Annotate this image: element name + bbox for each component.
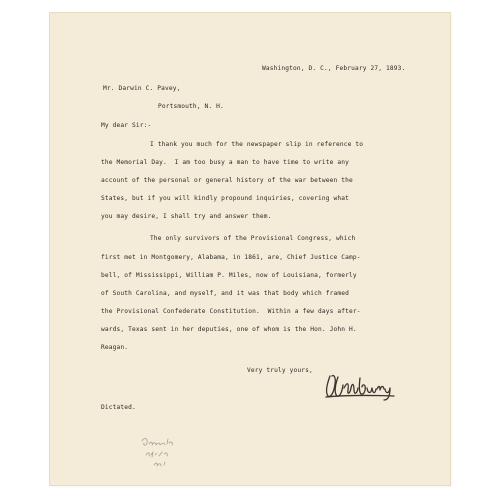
paragraph-1-line-2: the Memorial Day. I am too busy a man to have time to write any bbox=[101, 159, 350, 166]
closing: Very truly yours, bbox=[247, 367, 313, 374]
paragraph-2-line-1: The only survivors of the Provisional Congress, which bbox=[150, 235, 356, 242]
salutation: My dear Sir:- bbox=[101, 122, 152, 129]
pencil-annotation bbox=[138, 435, 198, 475]
paragraph-2-line-7: Reagan. bbox=[101, 344, 129, 351]
recipient-name: Mr. Darwin C. Pavey, bbox=[103, 85, 181, 92]
dateline: Washington, D. C., February 27, 1893. bbox=[262, 65, 406, 72]
paragraph-2-line-4: of South Carolina, and myself, and it was that body which framed bbox=[101, 290, 350, 297]
paragraph-1-line-4: States, but if you will kindly propound inquiries, covering what bbox=[101, 195, 350, 202]
letter-sheet bbox=[50, 13, 450, 485]
paragraph-2-line-6: wards, Texas sent in her deputies, one of whom is the Hon. John H. bbox=[101, 326, 357, 333]
paragraph-2-line-2: first met in Montgomery, Alabama, in 1861, are, Chief Justice Camp- bbox=[101, 254, 361, 261]
paragraph-1-line-5: you may desire, I shall try and answer them. bbox=[101, 213, 272, 220]
paragraph-1-line-1: I thank you much for the newspaper slip in reference to bbox=[150, 141, 364, 148]
paragraph-1-line-3: account of the personal or general history of the war between the bbox=[101, 177, 353, 184]
paragraph-2-line-3: bell, of Mississippi, William P. Miles, now of Louisiana, formerly bbox=[101, 272, 357, 279]
dictated-notation: Dictated. bbox=[101, 404, 136, 411]
handwritten-signature bbox=[320, 368, 400, 402]
paragraph-2-line-5: the Provisional Confederate Constitution. Within a few days after- bbox=[101, 308, 361, 315]
recipient-city: Portsmouth, N. H. bbox=[158, 103, 224, 110]
